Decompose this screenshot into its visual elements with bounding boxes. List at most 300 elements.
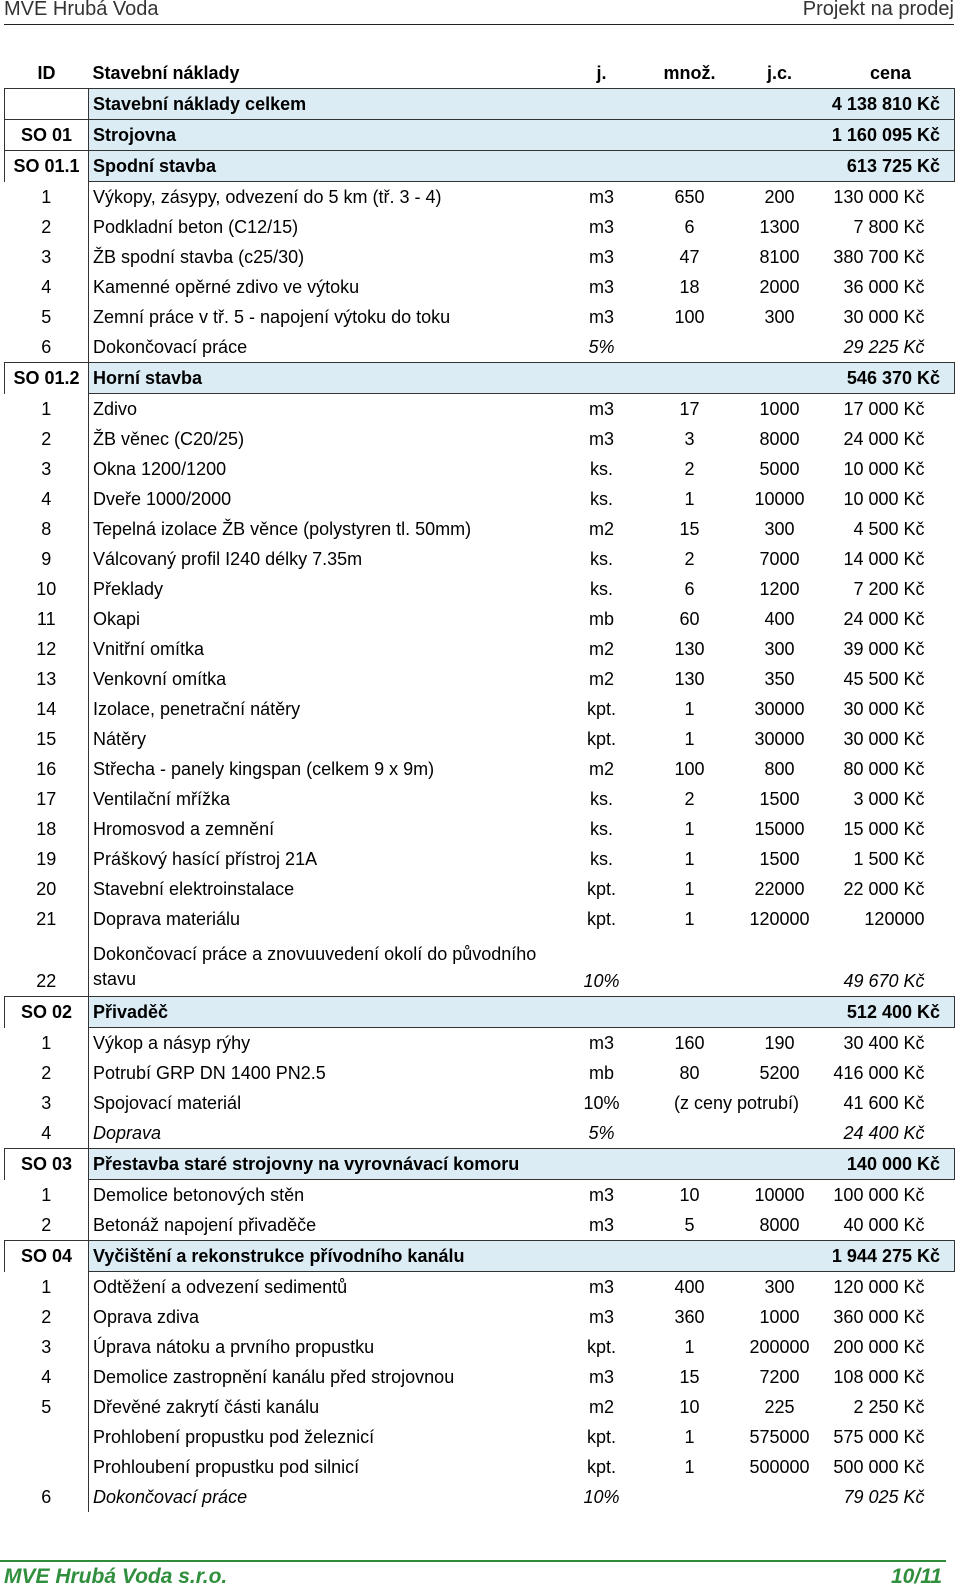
row-unit: m3 xyxy=(588,307,614,327)
header-doc-title: Projekt na prodej xyxy=(802,0,954,20)
table-row xyxy=(5,1392,955,1422)
row-id: SO 01.2 xyxy=(5,363,89,394)
row-id: 1 xyxy=(41,1032,52,1053)
row-id: 1 xyxy=(41,186,52,207)
row-cost: 24 000 Kč xyxy=(843,429,925,449)
table-row xyxy=(5,1482,955,1512)
row-price: 300 xyxy=(764,307,795,327)
row-id: 2 xyxy=(41,1063,52,1083)
row-name: Strojovna xyxy=(89,120,557,151)
table-row xyxy=(5,604,955,634)
row-unit: mb xyxy=(588,609,614,629)
row-qty: 1 xyxy=(684,1427,695,1447)
row-price: 1000 xyxy=(759,1307,800,1327)
section-row xyxy=(5,997,955,1028)
table-row xyxy=(5,1118,955,1149)
table-row xyxy=(5,724,955,754)
row-qty: 100 xyxy=(674,307,705,327)
row-qty: 650 xyxy=(674,187,705,207)
row-id: 1 xyxy=(41,1276,52,1297)
row-unit: m2 xyxy=(588,519,614,539)
row-cost: 500 000 Kč xyxy=(833,1457,925,1477)
row-unit: 10% xyxy=(583,971,620,991)
row-qty: 15 xyxy=(679,1367,700,1387)
row-unit: kpt. xyxy=(586,729,616,749)
row-name: Překlady xyxy=(89,574,557,604)
row-qty xyxy=(647,151,733,182)
row-name: Podkladní beton (C12/15) xyxy=(89,212,557,242)
row-name: Výkop a násyp rýhy xyxy=(89,1028,557,1059)
row-price xyxy=(733,1118,827,1149)
row-unit: m3 xyxy=(588,277,614,297)
row-name: Okapi xyxy=(89,604,557,634)
cost-table xyxy=(4,58,955,1512)
row-name: Dokončovací práce xyxy=(89,332,557,363)
row-qty: 6 xyxy=(684,579,695,599)
table-row xyxy=(5,1058,955,1088)
row-name: Ventilační mřížka xyxy=(89,784,557,814)
row-name: ŽB spodní stavba (c25/30) xyxy=(89,242,557,272)
row-id: 14 xyxy=(36,699,57,719)
row-price xyxy=(733,151,827,182)
table-row xyxy=(5,694,955,724)
row-unit xyxy=(557,363,647,394)
row-id xyxy=(5,1452,89,1482)
row-price: 300 xyxy=(764,519,795,539)
row-name: Demolice zastropnění kanálu před strojovnou xyxy=(89,1362,557,1392)
row-price: 30000 xyxy=(754,699,805,719)
row-id: SO 01 xyxy=(5,120,89,151)
row-price xyxy=(733,363,827,394)
row-cost: 30 400 Kč xyxy=(843,1033,925,1053)
row-price: 7000 xyxy=(759,549,800,569)
row-unit xyxy=(557,151,647,182)
row-name: Střecha - panely kingspan (celkem 9 x 9m) xyxy=(89,754,557,784)
row-name: ŽB věnec (C20/25) xyxy=(89,424,557,454)
col-unit-header: j. xyxy=(596,63,607,83)
row-qty xyxy=(647,934,733,997)
row-cost: 1 944 275 Kč xyxy=(827,1241,955,1272)
row-qty: 2 xyxy=(684,789,695,809)
row-qty: 15 xyxy=(679,519,700,539)
row-name: Potrubí GRP DN 1400 PN2.5 xyxy=(89,1058,557,1088)
row-qty: 6 xyxy=(684,217,695,237)
row-id: 12 xyxy=(36,639,57,659)
row-cost: 30 000 Kč xyxy=(843,307,925,327)
row-price xyxy=(733,332,827,363)
col-qty-header: množ. xyxy=(663,63,716,83)
row-id: 22 xyxy=(36,971,57,991)
row-id: 21 xyxy=(36,909,57,929)
row-id: 9 xyxy=(41,549,52,569)
row-cost: 7 200 Kč xyxy=(853,579,925,599)
table-row xyxy=(5,272,955,302)
table-row xyxy=(5,1302,955,1332)
section-row xyxy=(5,363,955,394)
row-unit xyxy=(557,89,647,120)
table-row xyxy=(5,1180,955,1211)
row-id: 19 xyxy=(36,849,57,869)
row-cost: 40 000 Kč xyxy=(843,1215,925,1235)
row-qty xyxy=(647,363,733,394)
row-id: 3 xyxy=(41,247,52,267)
row-unit: kpt. xyxy=(586,879,616,899)
row-name: Spodní stavba xyxy=(89,151,557,182)
table-row xyxy=(5,212,955,242)
row-unit: kpt. xyxy=(586,1337,616,1357)
row-id: 4 xyxy=(41,1367,52,1387)
row-cost: 41 600 Kč xyxy=(843,1093,925,1113)
table-row xyxy=(5,424,955,454)
row-unit: 10% xyxy=(583,1093,620,1113)
row-unit: kpt. xyxy=(586,1427,616,1447)
row-name: Dveře 1000/2000 xyxy=(89,484,557,514)
row-id: SO 02 xyxy=(5,997,89,1028)
table-row xyxy=(5,934,955,997)
table-row xyxy=(5,394,955,425)
row-unit: m2 xyxy=(588,639,614,659)
row-cost: 29 225 Kč xyxy=(843,337,925,357)
row-cost: 45 500 Kč xyxy=(843,669,925,689)
row-price: 8000 xyxy=(759,1215,800,1235)
row-cost: 546 370 Kč xyxy=(827,363,955,394)
row-id: SO 04 xyxy=(5,1241,89,1272)
row-id: 5 xyxy=(41,1397,52,1417)
row-price xyxy=(733,89,827,120)
row-id: 6 xyxy=(41,337,52,357)
col-name-header: Stavební náklady xyxy=(92,63,240,83)
row-qty: 100 xyxy=(674,759,705,779)
row-unit: ks. xyxy=(589,549,613,569)
table-row xyxy=(5,544,955,574)
row-cost: 39 000 Kč xyxy=(843,639,925,659)
row-price: 2000 xyxy=(759,277,800,297)
row-name: Dřevěné zakrytí části kanálu xyxy=(89,1392,557,1422)
row-qty: 47 xyxy=(679,247,700,267)
row-unit: 5% xyxy=(588,1123,615,1143)
row-price: 800 xyxy=(764,759,795,779)
row-cost: 4 138 810 Kč xyxy=(827,89,955,120)
row-unit: m3 xyxy=(588,247,614,267)
section-row xyxy=(5,89,955,120)
row-id: 5 xyxy=(41,307,52,327)
row-price: 5000 xyxy=(759,459,800,479)
row-qty: 5 xyxy=(684,1215,695,1235)
row-name: Prohlobení propustku pod železnicí xyxy=(89,1422,557,1452)
table-row xyxy=(5,302,955,332)
row-unit: m3 xyxy=(588,1277,614,1297)
row-price: 10000 xyxy=(754,489,805,509)
row-name: Stavební náklady celkem xyxy=(89,89,557,120)
row-cost: 15 000 Kč xyxy=(843,819,925,839)
row-name: Přivaděč xyxy=(89,997,557,1028)
row-id: 3 xyxy=(41,459,52,479)
table-row xyxy=(5,1210,955,1241)
row-qty: 130 xyxy=(674,639,705,659)
row-id: 1 xyxy=(41,1184,52,1205)
table-row xyxy=(5,1362,955,1392)
row-cost: 1 160 095 Kč xyxy=(827,120,955,151)
row-name: Okna 1200/1200 xyxy=(89,454,557,484)
table-row xyxy=(5,454,955,484)
row-cost: 108 000 Kč xyxy=(833,1367,925,1387)
row-name: Oprava zdiva xyxy=(89,1302,557,1332)
row-qty xyxy=(647,1241,733,1272)
row-unit: m2 xyxy=(588,1397,614,1417)
row-cost: 3 000 Kč xyxy=(853,789,925,809)
row-cost: 36 000 Kč xyxy=(843,277,925,297)
row-qty: 1 xyxy=(684,489,695,509)
row-name: Nátěry xyxy=(89,724,557,754)
row-price: 1200 xyxy=(759,579,800,599)
table-row xyxy=(5,844,955,874)
row-cost: 120000 xyxy=(864,909,925,929)
row-cost: 24 400 Kč xyxy=(843,1123,925,1143)
row-name: Venkovní omítka xyxy=(89,664,557,694)
row-qty xyxy=(647,332,733,363)
row-price: 8100 xyxy=(759,247,800,267)
row-unit: ks. xyxy=(589,789,613,809)
row-qty: 1 xyxy=(684,729,695,749)
row-id: 2 xyxy=(41,429,52,449)
row-price: 1000 xyxy=(759,399,800,419)
row-name: Zdivo xyxy=(89,394,557,425)
row-name: Izolace, penetrační nátěry xyxy=(89,694,557,724)
row-price: 300 xyxy=(764,639,795,659)
row-price: 10000 xyxy=(754,1185,805,1205)
row-cost: 4 500 Kč xyxy=(853,519,925,539)
table-row xyxy=(5,814,955,844)
row-id xyxy=(5,89,89,120)
table-row xyxy=(5,664,955,694)
row-price: 200000 xyxy=(749,1337,810,1357)
row-qty xyxy=(647,1149,733,1180)
row-price: 350 xyxy=(764,669,795,689)
row-qty: 17 xyxy=(679,399,700,419)
row-name: Práškový hasící přístroj 21A xyxy=(89,844,557,874)
table-row xyxy=(5,1332,955,1362)
row-cost: 30 000 Kč xyxy=(843,699,925,719)
row-name: Dokončovací práce a znovuuvedení okolí do původního stavu xyxy=(89,934,557,997)
row-name: Výkopy, zásypy, odvezení do 5 km (tř. 3 - 4) xyxy=(89,182,557,213)
table-row xyxy=(5,484,955,514)
row-qty: 1 xyxy=(684,1457,695,1477)
row-cost: 130 000 Kč xyxy=(833,187,925,207)
row-unit xyxy=(557,1241,647,1272)
section-row xyxy=(5,1241,955,1272)
row-cost: 360 000 Kč xyxy=(833,1307,925,1327)
row-price xyxy=(733,1241,827,1272)
row-price xyxy=(733,120,827,151)
row-unit: m3 xyxy=(588,399,614,419)
row-unit: ks. xyxy=(589,459,613,479)
table-row xyxy=(5,904,955,934)
row-cost: 140 000 Kč xyxy=(827,1149,955,1180)
row-name: Válcovaný profil I240 délky 7.35m xyxy=(89,544,557,574)
row-price: 1500 xyxy=(759,789,800,809)
row-cost: 22 000 Kč xyxy=(843,879,925,899)
row-qty: 1 xyxy=(684,879,695,899)
row-price: 7200 xyxy=(759,1367,800,1387)
row-name: Prohloubení propustku pod silnicí xyxy=(89,1452,557,1482)
row-id: 8 xyxy=(41,519,52,539)
row-id: SO 01.1 xyxy=(5,151,89,182)
row-price: 190 xyxy=(764,1033,795,1053)
col-cost-header: cena xyxy=(869,63,912,83)
row-qty: 130 xyxy=(674,669,705,689)
row-qty: 160 xyxy=(674,1033,705,1053)
row-unit: m3 xyxy=(588,187,614,207)
row-id: 10 xyxy=(36,579,57,599)
row-qty: 360 xyxy=(674,1307,705,1327)
col-id-header: ID xyxy=(37,63,56,83)
row-id: 15 xyxy=(36,729,57,749)
row-unit: ks. xyxy=(589,579,613,599)
row-unit: kpt. xyxy=(586,699,616,719)
row-name: Vyčištění a rekonstrukce přívodního kanálu xyxy=(89,1241,557,1272)
row-id: 4 xyxy=(41,1123,52,1143)
row-name: Zemní práce v tř. 5 - napojení výtoku do toku xyxy=(89,302,557,332)
row-qty: 18 xyxy=(679,277,700,297)
row-cost: 2 250 Kč xyxy=(853,1397,925,1417)
row-unit: m2 xyxy=(588,759,614,779)
row-cost: 7 800 Kč xyxy=(853,217,925,237)
row-cost: 100 000 Kč xyxy=(833,1185,925,1205)
table-row xyxy=(5,514,955,544)
row-price: 500000 xyxy=(749,1457,810,1477)
footer-company: MVE Hrubá Voda s.r.o. xyxy=(4,1565,228,1588)
row-cost: 14 000 Kč xyxy=(843,549,925,569)
row-price: 1500 xyxy=(759,849,800,869)
row-cost: 200 000 Kč xyxy=(833,1337,925,1357)
row-price xyxy=(733,934,827,997)
table-row xyxy=(5,1272,955,1303)
row-name: Doprava materiálu xyxy=(89,904,557,934)
row-cost: 17 000 Kč xyxy=(843,399,925,419)
row-cost: 10 000 Kč xyxy=(843,459,925,479)
row-name: Tepelná izolace ŽB věnce (polystyren tl. 50mm) xyxy=(89,514,557,544)
row-id: 13 xyxy=(36,669,57,689)
row-id: 4 xyxy=(41,277,52,297)
row-id: 3 xyxy=(41,1093,52,1113)
row-unit: ks. xyxy=(589,819,613,839)
row-name: Kamenné opěrné zdivo ve výtoku xyxy=(89,272,557,302)
row-cost: 79 025 Kč xyxy=(843,1487,925,1507)
row-unit: kpt. xyxy=(586,1457,616,1477)
row-price: 300 xyxy=(764,1277,795,1297)
row-unit xyxy=(557,120,647,151)
row-cost: 80 000 Kč xyxy=(843,759,925,779)
row-qty: 10 xyxy=(679,1397,700,1417)
row-unit: 5% xyxy=(588,337,615,357)
row-unit: m3 xyxy=(588,1307,614,1327)
row-id: 2 xyxy=(41,217,52,237)
row-qty xyxy=(647,997,733,1028)
row-price xyxy=(733,1482,827,1512)
row-id xyxy=(5,1422,89,1452)
row-name: Betonáž napojení přivaděče xyxy=(89,1210,557,1241)
row-price: 1300 xyxy=(759,217,800,237)
row-id: 16 xyxy=(36,759,57,779)
row-unit: m3 xyxy=(588,1033,614,1053)
row-qty xyxy=(647,1118,733,1149)
row-qty xyxy=(647,1482,733,1512)
page-footer xyxy=(0,1560,946,1592)
row-id: 2 xyxy=(41,1307,52,1327)
row-id: 18 xyxy=(36,819,57,839)
table-row xyxy=(5,1088,955,1118)
table-row xyxy=(5,1028,955,1059)
row-id: 2 xyxy=(41,1215,52,1235)
row-name: Spojovací materiál xyxy=(89,1088,557,1118)
row-price: 15000 xyxy=(754,819,805,839)
row-price: 5200 xyxy=(759,1063,800,1083)
row-price: 200 xyxy=(764,187,795,207)
section-row xyxy=(5,151,955,182)
row-qty: 1 xyxy=(684,1337,695,1357)
row-cost: 49 670 Kč xyxy=(843,971,925,991)
row-price: 575000 xyxy=(749,1427,810,1447)
table-row xyxy=(5,1422,955,1452)
row-id: 1 xyxy=(41,398,52,419)
header-company: MVE Hrubá Voda xyxy=(4,0,159,20)
row-price: 8000 xyxy=(759,429,800,449)
row-cost: 30 000 Kč xyxy=(843,729,925,749)
row-unit: m3 xyxy=(588,429,614,449)
row-qty xyxy=(647,89,733,120)
row-id: SO 03 xyxy=(5,1149,89,1180)
table-row xyxy=(5,1452,955,1482)
row-qty: 60 xyxy=(679,609,700,629)
row-price: 225 xyxy=(764,1397,795,1417)
table-row xyxy=(5,784,955,814)
row-unit: ks. xyxy=(589,489,613,509)
row-unit: m3 xyxy=(588,1185,614,1205)
row-price: 30000 xyxy=(754,729,805,749)
row-id: 20 xyxy=(36,879,57,899)
row-qty: 1 xyxy=(684,909,695,929)
row-cost: 613 725 Kč xyxy=(827,151,955,182)
row-name: Přestavba staré strojovny na vyrovnávací komoru xyxy=(89,1149,557,1180)
row-qty: 400 xyxy=(674,1277,705,1297)
row-name: Doprava xyxy=(89,1118,557,1149)
row-qty: 3 xyxy=(684,429,695,449)
table-header-row xyxy=(5,58,955,89)
row-unit: m2 xyxy=(588,669,614,689)
row-cost: 380 700 Kč xyxy=(833,247,925,267)
row-price: 120000 xyxy=(749,909,810,929)
row-name: Vnitřní omítka xyxy=(89,634,557,664)
row-id: 6 xyxy=(41,1487,52,1507)
row-price: 400 xyxy=(764,609,795,629)
row-name: Dokončovací práce xyxy=(89,1482,557,1512)
row-cost: 416 000 Kč xyxy=(833,1063,925,1083)
table-row xyxy=(5,574,955,604)
row-unit: m3 xyxy=(588,1215,614,1235)
row-qty: 80 xyxy=(679,1063,700,1083)
row-name: Úprava nátoku a prvního propustku xyxy=(89,1332,557,1362)
col-price-header: j.c. xyxy=(766,63,792,83)
row-unit: ks. xyxy=(589,849,613,869)
row-id: 17 xyxy=(36,789,57,809)
row-unit: m3 xyxy=(588,217,614,237)
row-price: 22000 xyxy=(754,879,805,899)
row-cost: 512 400 Kč xyxy=(827,997,955,1028)
table-row xyxy=(5,874,955,904)
page-header xyxy=(4,0,954,25)
row-qty: (z ceny potrubí) xyxy=(673,1093,800,1113)
row-name: Odtěžení a odvezení sedimentů xyxy=(89,1272,557,1303)
